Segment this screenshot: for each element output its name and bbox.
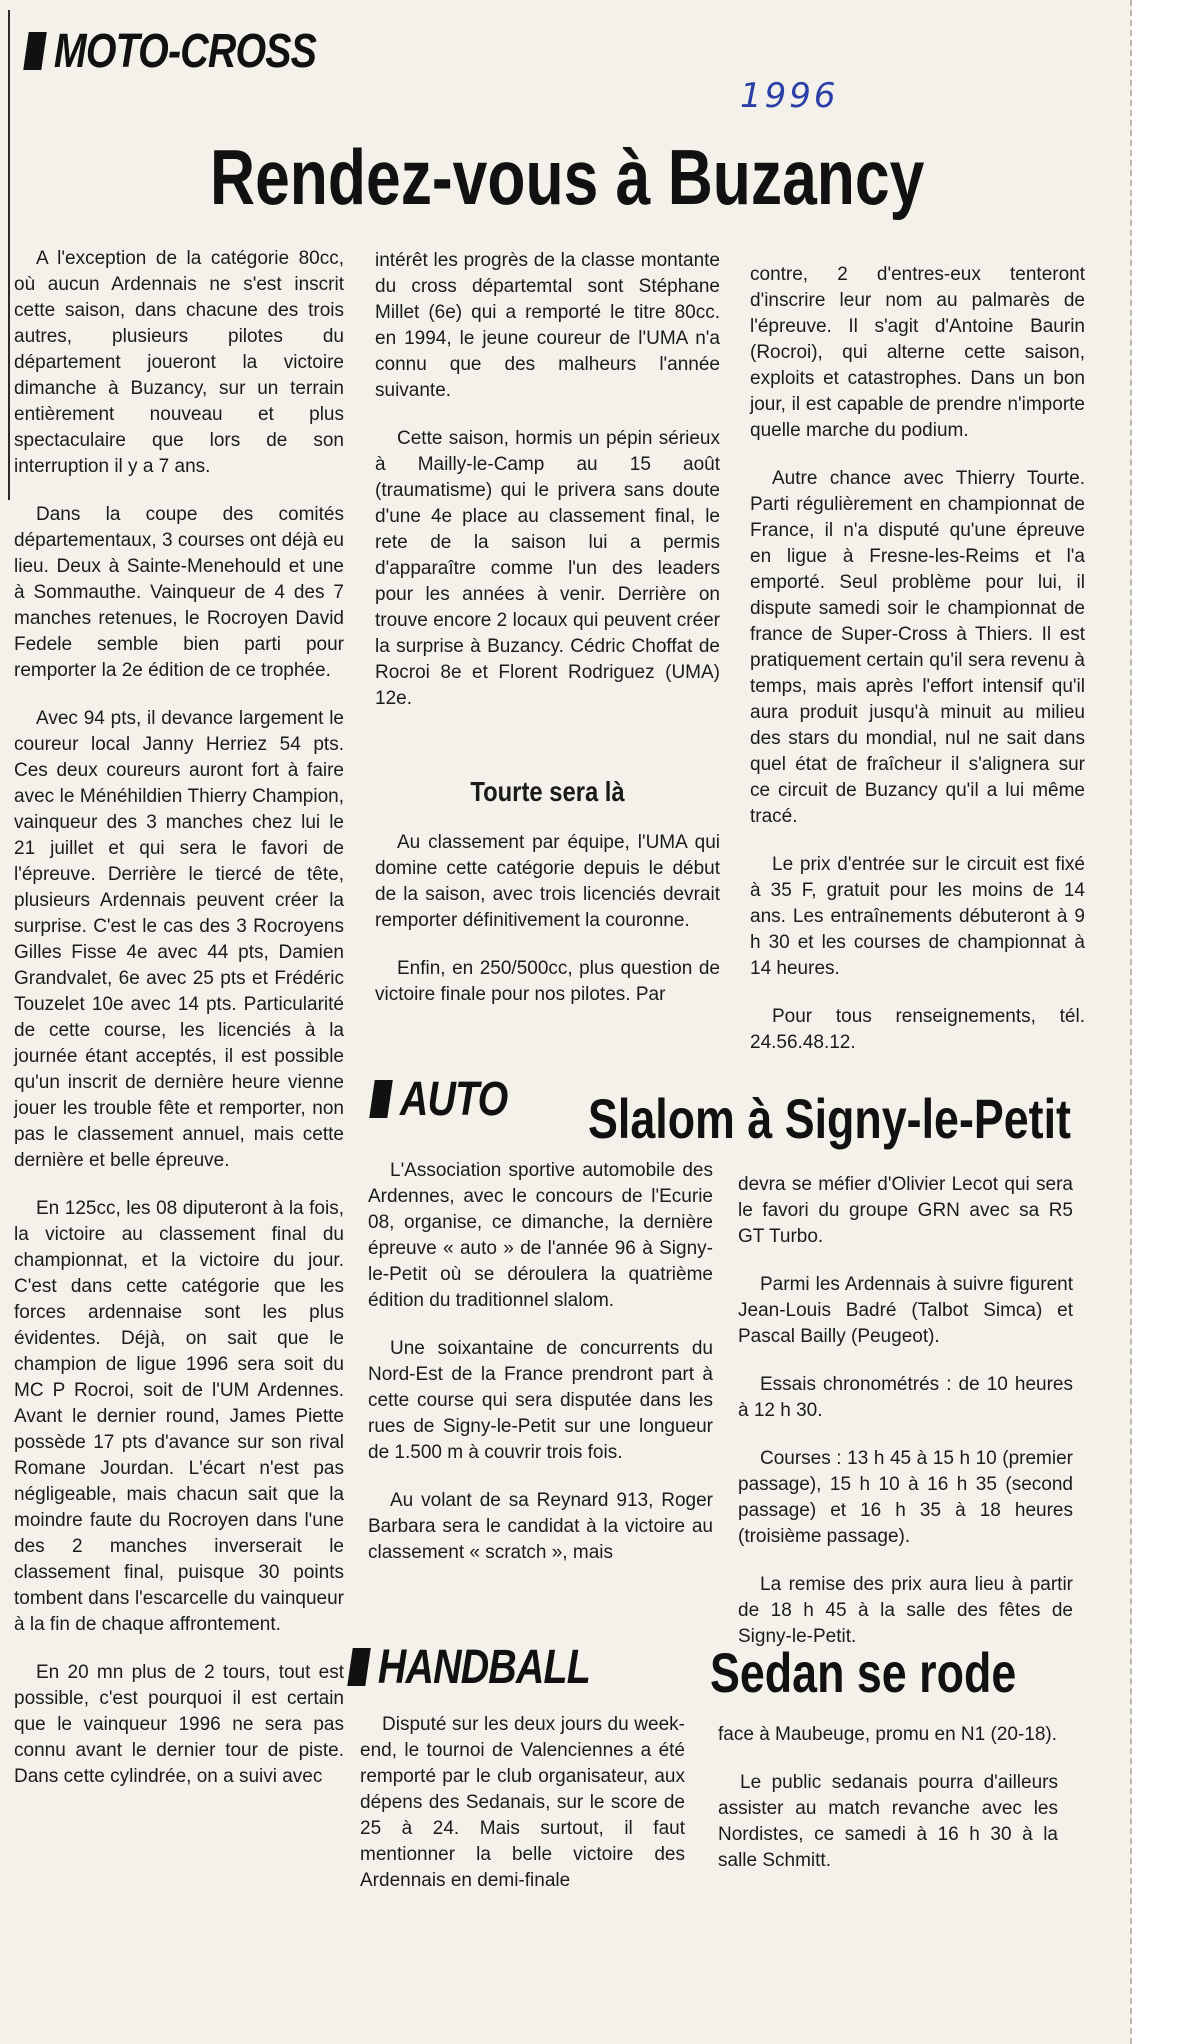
paragraph: face à Maubeuge, promu en N1 (20-18). [718,1724,1058,1745]
moto-kicker-text: MOTO-CROSS [53,25,317,78]
paragraph: Une soixantaine de concurrents du Nord-Est de la France prendront part à cette course qui sera disputée dans les rues de Signy-le-Petit sur une longueur de 1.500 m à couvrir trois fois. [368,1338,713,1463]
paragraph: Parmi les Ardennais à suivre figurent Jean-Louis Badré (Talbot Simca) et Pascal Bailly (Peugeot). [738,1274,1073,1347]
paragraph: Dans la coupe des comités départementaux, 3 courses ont déjà eu lieu. Deux à Sainte-Menehould et une à Sommauthe. Vainqueur de 4 des 7 manches retenues, le Rocroyen David Fedele semble bien parti pour remporter la 2e édition de ce trophée. [14,504,344,681]
handball-column-1 [360,1712,685,1894]
left-column-rule [8,10,10,500]
paragraph: Le prix d'entrée sur le circuit est fixé à 35 F, gratuit pour les moins de 14 ans. Les entraînements débuteront à 9 h 30 et les courses de championnat à 14 heures. [750,854,1085,979]
paragraph: L'Association sportive automobile des Ardennes, avec le concours de l'Ecurie 08, organise, ce dimanche, la dernière épreuve « auto » de l'année 96 à Signy-le-Petit où se déroulera la quatrième édition du traditionnel slalom. [368,1160,713,1311]
handball-kicker [350,1640,590,1695]
paragraph: La remise des prix aura lieu à partir de 18 h 45 à la salle des fêtes de Signy-le-Petit. [738,1574,1073,1647]
handball-column-2 [718,1722,1058,1874]
paragraph: En 20 mn plus de 2 tours, tout est possible, c'est pourquoi il est certain que le vainqueur 1996 ne sera pas connu avant le dernier tour de piste. Dans cette cylindrée, on a suivi avec [14,1662,344,1787]
auto-kicker [372,1072,507,1127]
paragraph: Enfin, en 250/500cc, plus question de victoire finale pour nos pilotes. Par [375,958,720,1005]
paragraph: Courses : 13 h 45 à 15 h 10 (premier passage), 15 h 10 à 16 h 35 (second passage) et 16 h 35 à 18 heures (troisième passage). [738,1448,1073,1547]
moto-subheading: Tourte sera là [470,776,625,807]
moto-headline: Rendez-vous à Buzancy [210,133,925,221]
paragraph: devra se méfier d'Olivier Lecot qui sera le favori du groupe GRN avec sa R5 GT Turbo. [738,1174,1073,1247]
moto-kicker [26,24,316,79]
paragraph: Au classement par équipe, l'UMA qui domine cette catégorie depuis le début de la saison, avec trois licenciés devrait remporter définitivement la couronne. [375,832,720,931]
auto-column-1 [368,1158,713,1566]
handball-headline: Sedan se rode [710,1641,1017,1704]
moto-column-3 [750,262,1085,1056]
paragraph: Avec 94 pts, il devance largement le coureur local Janny Herriez 54 pts. Ces deux coureurs auront fort à faire avec le Ménéhildien Thierry Champion, vainqueur des 3 manches chez lui le 21 juillet et qui sera le favori de l'épreuve. Derrière le tiercé de tête, plusieurs Ardennais peuvent créer la surprise. C'est le cas des 3 Rocroyens Gilles Fisse 4e avec 44 pts, Damien Grandvalet, 6e avec 25 pts et Frédéric Touzelet 10e avec 14 pts. Particularité de cette course, les licenciés à la journée étant acceptés, il est possible qu'un inscrit de dernière heure vienne jouer les trouble fête et remporter, non pas le classement annuel, mais cette dernière et belle épreuve. [14,708,344,1171]
paragraph: A l'exception de la catégorie 80cc, où aucun Ardennais ne s'est inscrit cette saison, dans chacune des trois autres, plusieurs pilotes du département joueront la victoire dimanche à Buzancy, sur un terrain entièrement nouveau et plus spectaculaire que lors de son interruption il y a 7 ans. [14,248,344,477]
paragraph: Essais chronométrés : de 10 heures à 12 h 30. [738,1374,1073,1421]
handball-kicker-text: HANDBALL [377,1641,590,1694]
auto-column-2 [738,1172,1073,1650]
kicker-block [23,32,47,70]
paragraph: contre, 2 d'entres-eux tenteront d'inscrire leur nom au palmarès de l'épreuve. Il s'agit d'Antoine Baurin (Rocroi), qui alterne cette saison, exploits et catastrophes. Dans un bon jour, il est capable de prendre n'importe quelle marche du podium. [750,264,1085,441]
paragraph: Autre chance avec Thierry Tourte. Parti régulièrement en championnat de France, il n'a disputé qu'une épreuve en ligue à Fresne-les-Reims et l'a emporté. Seul problème pour lui, il dispute samedi soir le championnat de france de Super-Cross à Thiers. Il est pratiquement certain qu'il sera revenu à temps, mais après l'effort intensif qu'il aura produit jusqu'à minuit au milieu des stars du mondial, nul ne sait dans quel état de fraîcheur il s'alignera sur ce circuit de Buzancy qu'il a lui même tracé. [750,468,1085,827]
auto-headline: Slalom à Signy-le-Petit [588,1087,1071,1150]
moto-column-2b [375,830,720,1008]
paragraph: intérêt les progrès de la classe montante du cross départemtal sont Stéphane Millet (6e) qui a remporté le titre 80cc. en 1994, le jeune coureur de l'UMA n'a connu que des malheurs l'année suivante. [375,250,720,401]
paragraph: Le public sedanais pourra d'ailleurs assister au match revanche avec les Nordistes, ce samedi à 16 h 30 à la salle Schmitt. [718,1772,1058,1871]
handwritten-year: 1996 [740,76,839,116]
paragraph: Au volant de sa Reynard 913, Roger Barbara sera le candidat à la victoire au classement « scratch », mais [368,1490,713,1563]
moto-column-1 [14,246,344,1790]
auto-kicker-text: AUTO [399,1073,508,1126]
kicker-block [369,1080,393,1118]
kicker-block [347,1648,371,1686]
paragraph: En 125cc, les 08 diputeront à la fois, la victoire au classement final du championnat, et la victoire du jour. C'est dans cette catégorie que les forces ardennaise sont les plus évidentes. Déjà, on sait que le champion de ligue 1996 sera soit du MC P Rocroi, soit de l'UM Ardennes. Avant le dernier round, James Piette possède 17 pts d'avance sur son rival Romane Jourdan. L'écart n'est pas négligeable, mais chacun sait que la moindre faute du Rocroyen dans l'une des 2 manches inverserait le classement final, puisque 30 points tombent dans l'escarcelle du vainqueur à la fin de chaque affrontement. [14,1198,344,1635]
paragraph: Disputé sur les deux jours du week-end, le tournoi de Valenciennes a été remporté par le club organisateur, aux dépens des Sedanais, sur le score de 25 à 24. Mais surtout, il faut mentionner la belle victoire des Ardennais en demi-finale [360,1714,685,1891]
paragraph: Cette saison, hormis un pépin sérieux à Mailly-le-Camp au 15 août (traumatisme) qui le privera sans doute d'une 4e place au classement final, le rete de la saison lui a permis d'apparaître comme l'un des leaders pour les années à venir. Derrière on trouve encore 2 locaux qui peuvent créer la surprise à Buzancy. Cédric Choffat de Rocroi 8e et Florent Rodriguez (UMA) 12e. [375,428,720,709]
moto-column-2a [375,248,720,712]
paragraph: Pour tous renseignements, tél. 24.56.48.12. [750,1006,1085,1053]
